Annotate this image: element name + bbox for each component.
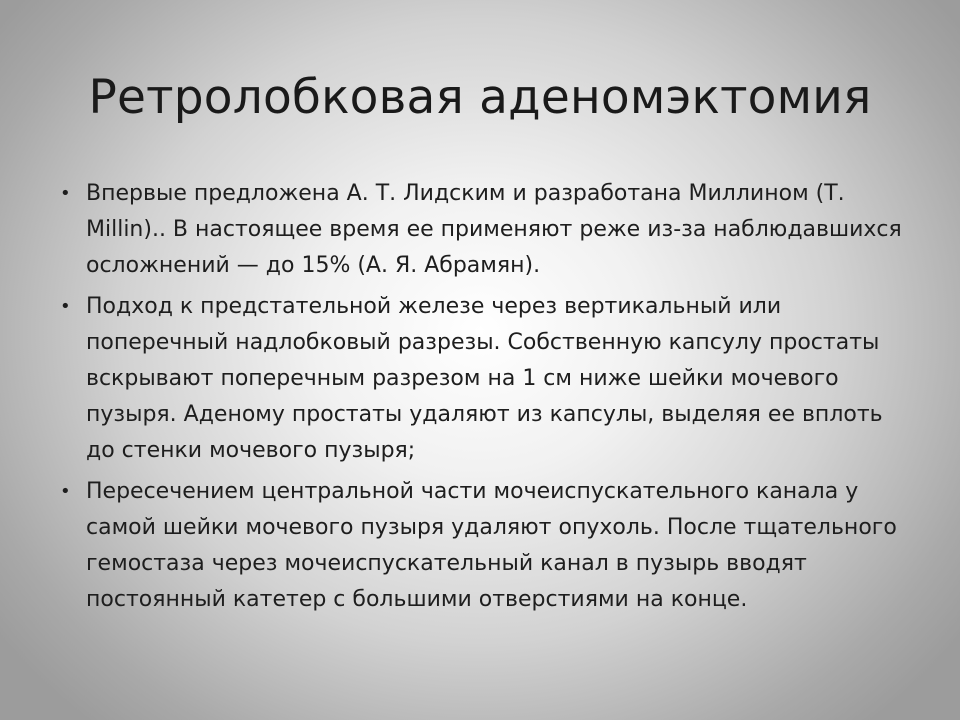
slide-title: Ретролобковая аденомэктомия xyxy=(88,70,872,125)
bullet-dot-icon: • xyxy=(60,183,71,204)
bullet-item-3 xyxy=(60,474,910,618)
bullet-list xyxy=(60,176,910,623)
bullet-item-2 xyxy=(60,289,910,469)
bullet-item-1 xyxy=(60,176,910,284)
bullet-text: Подход к предстательной железе через вертикальный или поперечный надлобковый разрезы. Собственную капсулу простаты вскрывают поперечным разрезом на 1 см ниже шейки мочевого пузыря. Аденому простаты удаляют из капсулы, выделяя ее вплоть до стенки мочевого пузыря; xyxy=(86,294,883,463)
bullet-dot-icon: • xyxy=(60,296,71,317)
bullet-text: Пересечением центральной части мочеиспускательного канала у самой шейки мочевого пузыря удаляют опухоль. После тщательного гемостаза через мочеиспускательный канал в пузырь вводят постоянный катетер с большими отверстиями на конце. xyxy=(86,479,897,612)
bullet-dot-icon: • xyxy=(60,481,71,502)
bullet-text: Впервые предложена А. Т. Лидским и разработана Миллином (Т. Millin).. В настоящее время ее применяют реже из-за наблюдавшихся осложнений — до 15% (А. Я. Абрамян). xyxy=(86,181,902,278)
